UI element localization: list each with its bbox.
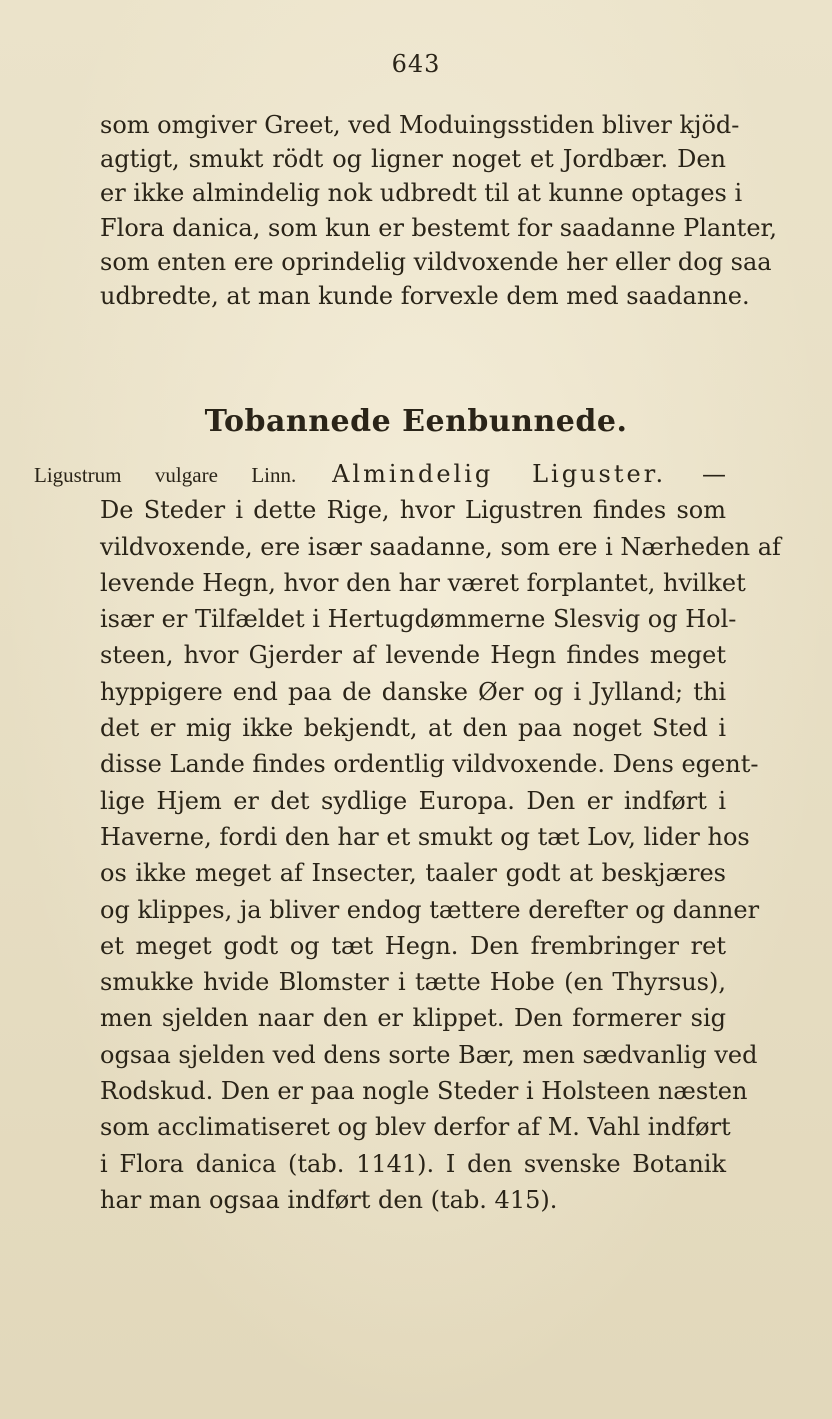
species-entry-line <box>34 456 726 492</box>
text-line: hyppigere end paa de danske Øer og i Jylland; thi <box>100 677 726 706</box>
text-line: har man ogsaa indført den (tab. 415). <box>100 1185 558 1214</box>
em-dash: — <box>701 460 726 488</box>
text-line: i Flora danica (tab. 1141). I den svenske Botanik <box>100 1149 726 1178</box>
text-line: Haverne, fordi den har et smukt og tæt Lov, lider hos <box>100 822 750 851</box>
text-line: steen, hvor Gjerder af levende Hegn findes meget <box>100 641 726 670</box>
text-line: ogsaa sjelden ved dens sorte Bær, men sædvanlig ved <box>100 1040 758 1069</box>
text-line: et meget godt og tæt Hegn. Den frembringer ret <box>100 931 726 960</box>
text-line: udbredte, at man kunde forvexle dem med saadanne. <box>100 281 750 310</box>
text-line: agtigt, smukt rödt og ligner noget et Jordbær. Den <box>100 145 726 174</box>
text-line: især er Tilfældet i Hertugdømmerne Slesvig og Hol- <box>100 605 737 634</box>
paragraph-1 <box>100 108 777 313</box>
text-line: os ikke meget af Insecter, taaler godt at beskjæres <box>100 859 726 888</box>
text-line: som omgiver Greet, ved Moduingsstiden bliver kjöd- <box>100 111 740 139</box>
section-heading: Tobannede Eenbunnede. <box>204 404 628 439</box>
text-line: disse Lande findes ordentlig vildvoxende. Dens egent- <box>100 750 759 779</box>
common-name: Almindelig Liguster. <box>332 460 667 488</box>
text-line: som acclimatiseret og blev derfor af M. Vahl indført <box>100 1113 731 1142</box>
text-line: men sjelden naar den er klippet. Den formerer sig <box>100 1004 726 1033</box>
text-line: De Steder i dette Rige, hvor Ligustren findes som <box>100 496 726 525</box>
text-line: Flora danica, som kun er bestemt for saadanne Planter, <box>100 213 777 242</box>
text-line: vildvoxende, ere især saadanne, som ere i Nærheden af <box>100 532 781 561</box>
text-line: Rodskud. Den er paa nogle Steder i Holsteen næsten <box>100 1077 748 1106</box>
text-line: lige Hjem er det sydlige Europa. Den er indført i <box>100 786 726 815</box>
text-line: er ikke almindelig nok udbredt til at kunne optages i <box>100 179 743 208</box>
text-line: og klippes, ja bliver endog tættere derefter og danner <box>100 895 760 924</box>
text-line: smukke hvide Blomster i tætte Hobe (en Thyrsus), <box>100 968 726 997</box>
text-line: levende Hegn, hvor den har været forplantet, hvilket <box>100 568 746 597</box>
latin-name: Ligustrum vulgare Linn. <box>34 463 297 487</box>
text-line: det er mig ikke bekjendt, at den paa noget Sted i <box>100 714 726 743</box>
text-line: som enten ere oprindelig vildvoxende her eller dog saa <box>100 247 772 276</box>
paragraph-2 <box>34 456 781 1218</box>
page-number: 643 <box>391 50 441 78</box>
